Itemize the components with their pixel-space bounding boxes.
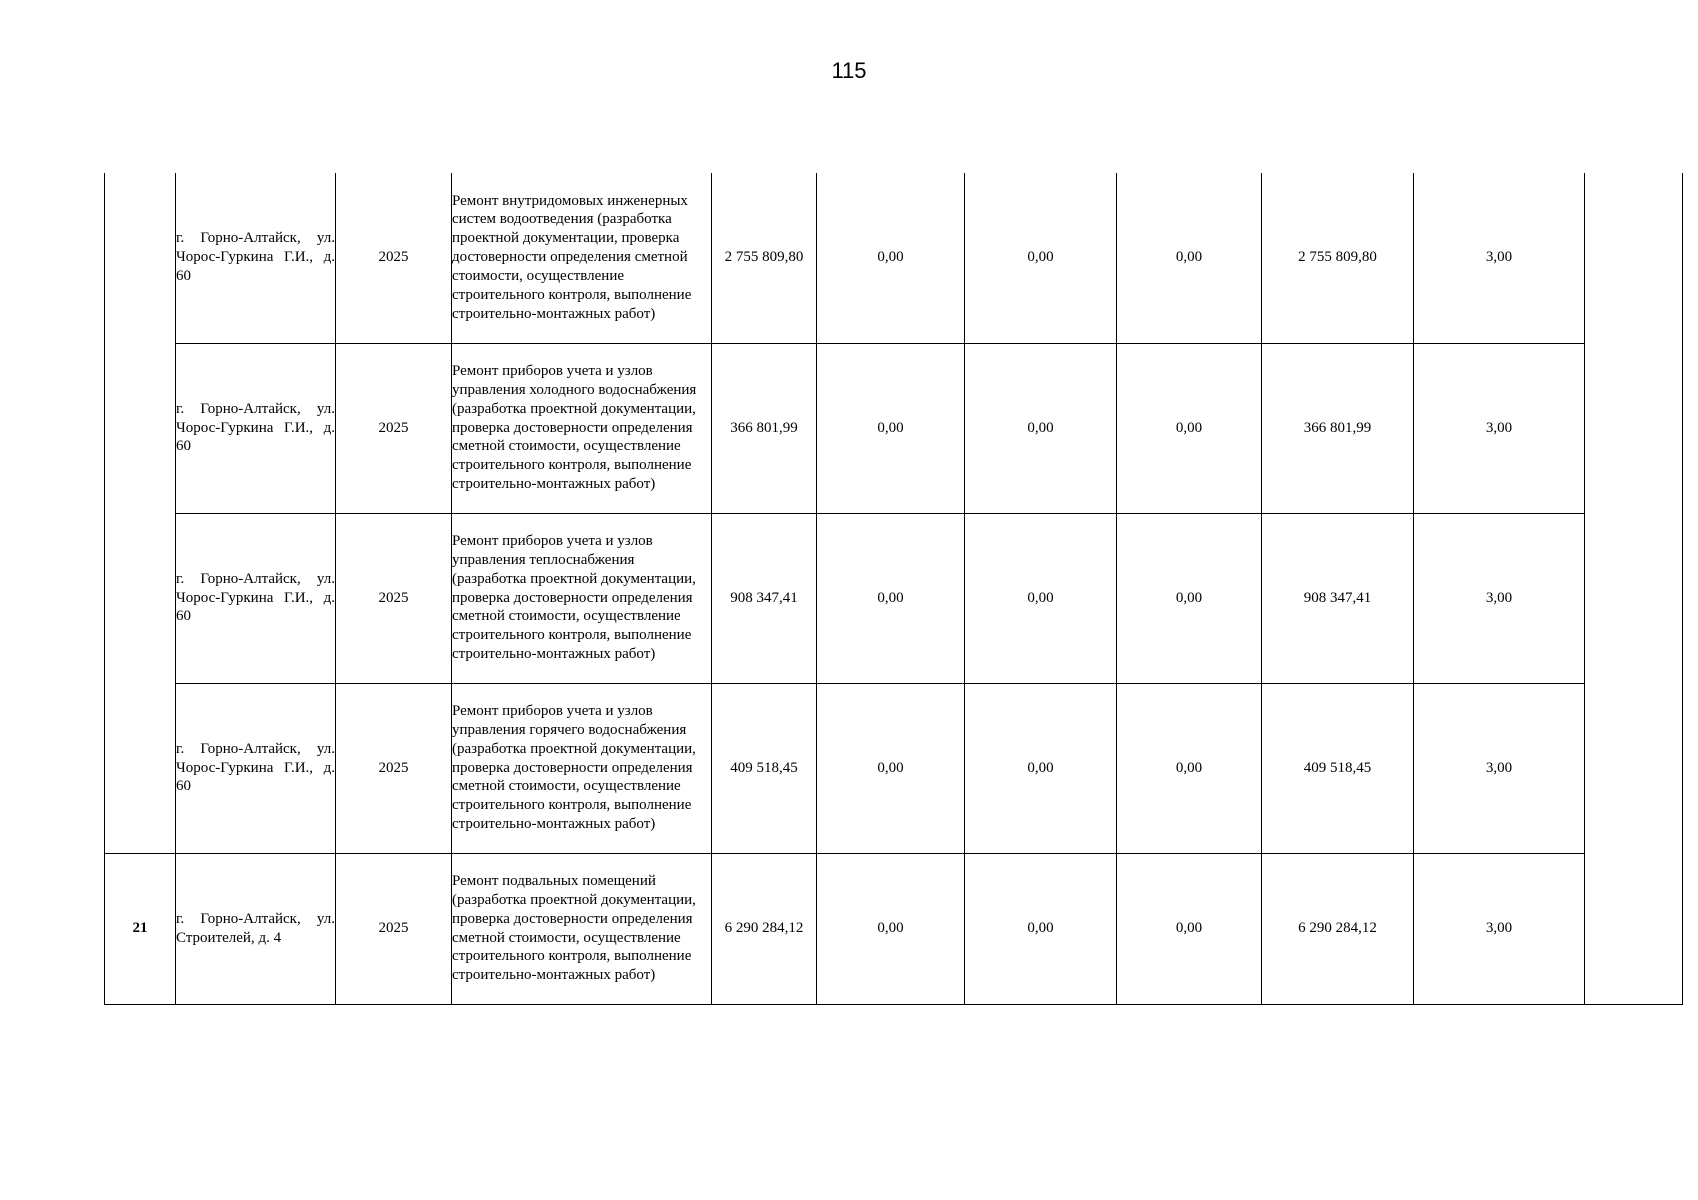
empty-cell [1585, 683, 1683, 853]
rate-cell: 3,00 [1414, 683, 1585, 853]
amount-cell: 366 801,99 [1262, 343, 1414, 513]
amount-cell: 0,00 [1117, 513, 1262, 683]
amount-cell: 0,00 [965, 853, 1117, 1004]
work-description-cell: Ремонт приборов учета и узлов управления горячего водоснабжения (разработка проектной документации, проверка достоверности определения сметной стоимости, осуществление строительного контроля, выполнение строительно-монтажных работ) [452, 683, 712, 853]
table-row [105, 173, 1683, 343]
amount-cell: 0,00 [817, 343, 965, 513]
address-cell: г. Горно-Алтайск, ул. Чорос-Гуркина Г.И., д. 60 [176, 513, 336, 683]
empty-cell [1585, 343, 1683, 513]
page-number: 115 [831, 58, 867, 83]
capital-repair-table [104, 173, 1683, 1005]
year-cell: 2025 [336, 513, 452, 683]
row-number-cell [105, 683, 176, 853]
amount-cell: 0,00 [817, 853, 965, 1004]
amount-cell: 0,00 [965, 683, 1117, 853]
rate-cell: 3,00 [1414, 513, 1585, 683]
year-cell: 2025 [336, 173, 452, 343]
amount-cell: 0,00 [965, 343, 1117, 513]
total-cost-cell: 366 801,99 [712, 343, 817, 513]
row-number-cell [105, 513, 176, 683]
table-row [105, 513, 1683, 683]
rate-cell: 3,00 [1414, 343, 1585, 513]
year-cell: 2025 [336, 343, 452, 513]
total-cost-cell: 409 518,45 [712, 683, 817, 853]
amount-cell: 0,00 [817, 513, 965, 683]
row-number-cell [105, 173, 176, 343]
amount-cell: 0,00 [965, 173, 1117, 343]
amount-cell: 0,00 [965, 513, 1117, 683]
work-description-cell: Ремонт подвальных помещений (разработка проектной документации, проверка достоверности определения сметной стоимости, осуществление строительного контроля, выполнение строительно-монтажных работ) [452, 853, 712, 1004]
amount-cell: 0,00 [1117, 343, 1262, 513]
amount-cell: 409 518,45 [1262, 683, 1414, 853]
total-cost-cell: 908 347,41 [712, 513, 817, 683]
amount-cell: 0,00 [1117, 173, 1262, 343]
address-cell: г. Горно-Алтайск, ул. Чорос-Гуркина Г.И., д. 60 [176, 173, 336, 343]
empty-cell [1585, 173, 1683, 343]
address-cell: г. Горно-Алтайск, ул. Строителей, д. 4 [176, 853, 336, 1004]
amount-cell: 0,00 [1117, 853, 1262, 1004]
work-description-cell: Ремонт приборов учета и узлов управления холодного водоснабжения (разработка проектной документации, проверка достоверности определения сметной стоимости, осуществление строительного контроля, выполнение строительно-монтажных работ) [452, 343, 712, 513]
amount-cell: 0,00 [817, 173, 965, 343]
address-cell: г. Горно-Алтайск, ул. Чорос-Гуркина Г.И., д. 60 [176, 683, 336, 853]
amount-cell: 908 347,41 [1262, 513, 1414, 683]
table-row [105, 343, 1683, 513]
amount-cell: 0,00 [817, 683, 965, 853]
work-description-cell: Ремонт приборов учета и узлов управления теплоснабжения (разработка проектной документации, проверка достоверности определения сметной стоимости, осуществление строительного контроля, выполнение строительно-монтажных работ) [452, 513, 712, 683]
work-description-cell: Ремонт внутридомовых инженерных систем водоотведения (разработка проектной документации, проверка достоверности определения сметной стоимости, осуществление строительного контроля, выполнение строительно-монтажных работ) [452, 173, 712, 343]
rate-cell: 3,00 [1414, 173, 1585, 343]
table-row [105, 853, 1683, 1004]
rate-cell: 3,00 [1414, 853, 1585, 1004]
total-cost-cell: 2 755 809,80 [712, 173, 817, 343]
address-cell: г. Горно-Алтайск, ул. Чорос-Гуркина Г.И., д. 60 [176, 343, 336, 513]
table-row [105, 683, 1683, 853]
year-cell: 2025 [336, 683, 452, 853]
row-number-cell: 21 [105, 853, 176, 1004]
amount-cell: 6 290 284,12 [1262, 853, 1414, 1004]
year-cell: 2025 [336, 853, 452, 1004]
row-number-cell [105, 343, 176, 513]
empty-cell [1585, 853, 1683, 1004]
amount-cell: 0,00 [1117, 683, 1262, 853]
amount-cell: 2 755 809,80 [1262, 173, 1414, 343]
total-cost-cell: 6 290 284,12 [712, 853, 817, 1004]
empty-cell [1585, 513, 1683, 683]
